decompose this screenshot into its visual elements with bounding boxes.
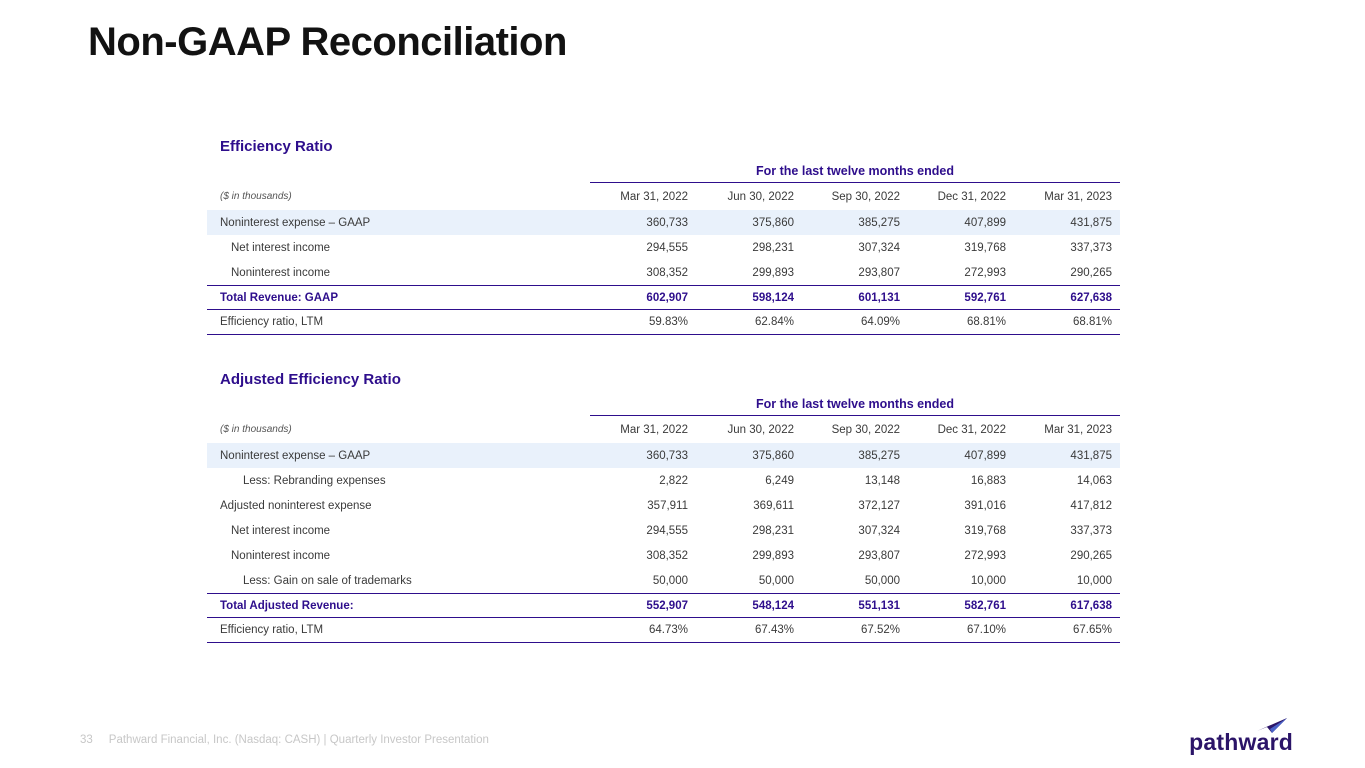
row-value: 13,148	[864, 474, 900, 487]
column-header: Jun 30, 2022	[727, 423, 794, 436]
row-value: 10,000	[970, 574, 1006, 587]
row-value: 360,733	[646, 216, 688, 229]
footer-text: Pathward Financial, Inc. (Nasdaq: CASH) | Quarterly Investor Presentation	[108, 734, 489, 746]
row-value: 337,373	[1070, 524, 1112, 537]
column-header: Mar 31, 2022	[620, 423, 688, 436]
table-row	[207, 235, 1120, 260]
row-label: Noninterest income	[231, 266, 331, 279]
row-value: 2,822	[659, 474, 688, 487]
table-row	[207, 210, 1120, 235]
row-value: 375,860	[752, 216, 794, 229]
row-value: 290,265	[1070, 549, 1112, 562]
row-value: 627,638	[1070, 291, 1112, 304]
row-label: Adjusted noninterest expense	[220, 499, 372, 512]
row-value: 59.83%	[648, 316, 688, 328]
table-row	[207, 468, 1120, 493]
column-header: Mar 31, 2023	[1044, 423, 1112, 436]
row-value: 551,131	[858, 599, 900, 612]
row-label: Total Adjusted Revenue:	[220, 599, 354, 612]
row-value: 64.73%	[648, 624, 688, 636]
row-value: 307,324	[858, 241, 900, 254]
row-value: 617,638	[1070, 599, 1112, 612]
row-value: 598,124	[752, 291, 794, 304]
row-value: 50,000	[652, 574, 688, 587]
column-header: Dec 31, 2022	[937, 423, 1006, 436]
row-label: Less: Gain on sale of trademarks	[243, 574, 412, 587]
row-value: 391,016	[964, 499, 1006, 512]
row-value: 68.81%	[966, 316, 1006, 328]
row-value: 548,124	[752, 599, 794, 612]
row-value: 369,611	[753, 499, 794, 512]
column-header: Jun 30, 2022	[727, 190, 794, 203]
row-value: 337,373	[1070, 241, 1112, 254]
table-row	[207, 568, 1120, 593]
row-value: 417,812	[1070, 499, 1112, 512]
row-value: 68.81%	[1072, 316, 1112, 328]
row-label: Efficiency ratio, LTM	[220, 316, 324, 328]
row-value: 298,231	[752, 241, 794, 254]
page-number: 33	[80, 734, 93, 746]
adjusted-efficiency-ratio-section	[207, 371, 1120, 643]
table-row	[207, 310, 1120, 335]
row-value: 50,000	[864, 574, 900, 587]
column-header: Mar 31, 2023	[1044, 190, 1112, 203]
row-value: 307,324	[858, 524, 900, 537]
table-row	[207, 543, 1120, 568]
table-body	[207, 210, 1120, 335]
row-value: 294,555	[646, 241, 688, 254]
pathward-logo	[1189, 718, 1293, 754]
row-value: 67.65%	[1072, 624, 1112, 636]
table-row	[207, 443, 1120, 468]
column-header: Sep 30, 2022	[831, 190, 900, 203]
table-heading: Adjusted Efficiency Ratio	[220, 371, 401, 388]
row-value: 299,893	[752, 266, 794, 279]
row-value: 16,883	[970, 474, 1006, 487]
row-value: 299,893	[752, 549, 794, 562]
row-value: 308,352	[646, 266, 688, 279]
column-header: Mar 31, 2022	[620, 190, 688, 203]
table-row	[207, 618, 1120, 643]
row-value: 67.10%	[966, 624, 1006, 636]
row-value: 357,911	[647, 499, 688, 512]
span-header-row	[207, 164, 1120, 183]
row-label: Net interest income	[231, 524, 331, 537]
logo-text: pathward	[1189, 729, 1293, 755]
span-header: For the last twelve months ended	[590, 164, 1120, 183]
row-value: 385,275	[858, 449, 900, 462]
row-value: 601,131	[858, 291, 900, 304]
row-label: Efficiency ratio, LTM	[220, 624, 324, 636]
row-value: 67.43%	[754, 624, 794, 636]
row-value: 67.52%	[860, 624, 900, 636]
table-row	[207, 260, 1120, 285]
tables-container	[207, 138, 1120, 679]
row-value: 64.09%	[860, 316, 900, 328]
row-label: Noninterest expense – GAAP	[220, 216, 371, 229]
table-row	[207, 285, 1120, 310]
row-value: 592,761	[964, 291, 1006, 304]
row-value: 431,875	[1070, 449, 1112, 462]
row-value: 298,231	[752, 524, 794, 537]
row-value: 407,899	[964, 449, 1006, 462]
row-value: 10,000	[1076, 574, 1112, 587]
row-value: 50,000	[758, 574, 794, 587]
row-value: 375,860	[752, 449, 794, 462]
table-row	[207, 593, 1120, 618]
slide-footer	[80, 734, 489, 746]
row-value: 372,127	[858, 499, 900, 512]
row-value: 293,807	[858, 266, 900, 279]
row-label: Net interest income	[231, 241, 331, 254]
column-header: Dec 31, 2022	[937, 190, 1006, 203]
row-value: 294,555	[646, 524, 688, 537]
row-value: 272,993	[964, 549, 1006, 562]
row-value: 6,249	[765, 474, 794, 487]
efficiency-ratio-section	[207, 138, 1120, 335]
row-label: Total Revenue: GAAP	[220, 291, 338, 304]
row-value: 308,352	[646, 549, 688, 562]
label-spacer	[207, 164, 590, 183]
row-value: 319,768	[964, 524, 1006, 537]
row-value: 290,265	[1070, 266, 1112, 279]
row-label: Noninterest expense – GAAP	[220, 449, 371, 462]
row-value: 360,733	[646, 449, 688, 462]
page-title: Non-GAAP Reconciliation	[88, 20, 567, 64]
row-value: 62.84%	[754, 316, 794, 328]
row-value: 385,275	[858, 216, 900, 229]
row-value: 582,761	[964, 599, 1006, 612]
row-value: 602,907	[646, 291, 688, 304]
label-spacer	[207, 397, 590, 416]
row-value: 293,807	[858, 549, 900, 562]
row-label: Noninterest income	[231, 549, 331, 562]
row-value: 431,875	[1070, 216, 1112, 229]
table-heading: Efficiency Ratio	[220, 138, 333, 155]
row-value: 319,768	[964, 241, 1006, 254]
row-value: 552,907	[646, 599, 688, 612]
table-body	[207, 443, 1120, 643]
span-header: For the last twelve months ended	[590, 397, 1120, 416]
table-row	[207, 493, 1120, 518]
span-header-row	[207, 397, 1120, 416]
row-value: 407,899	[964, 216, 1006, 229]
table-row	[207, 518, 1120, 543]
row-label: Less: Rebranding expenses	[243, 474, 386, 487]
column-header-row	[207, 183, 1120, 210]
row-value: 14,063	[1076, 474, 1112, 487]
row-value: 272,993	[964, 266, 1006, 279]
unit-label: ($ in thousands)	[220, 191, 292, 202]
unit-label: ($ in thousands)	[220, 424, 292, 435]
column-header: Sep 30, 2022	[831, 423, 900, 436]
column-header-row	[207, 416, 1120, 443]
